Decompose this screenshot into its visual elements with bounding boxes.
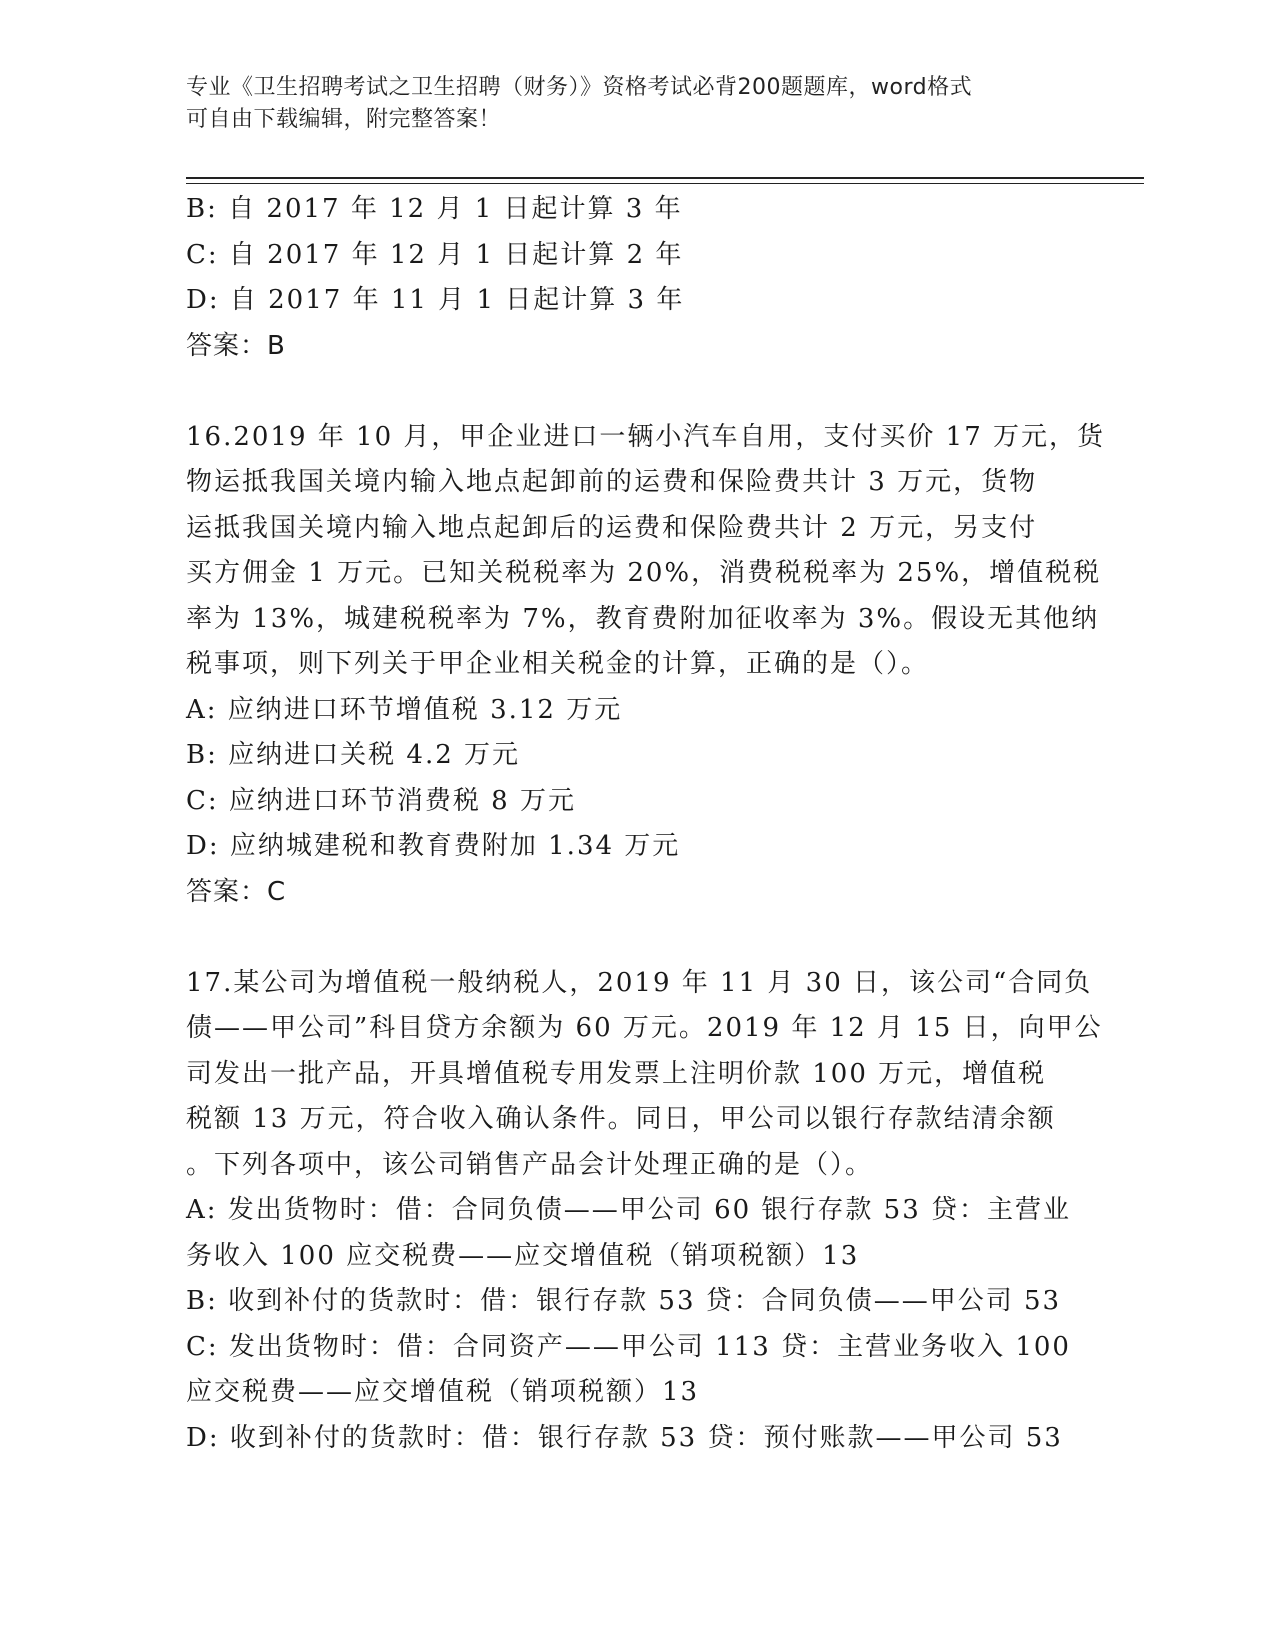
page-header <box>186 72 1066 136</box>
q17-option-a-line-1: A: 发出货物时：借：合同负债——甲公司 60 银行存款 53 贷：主营业 <box>186 1195 1072 1225</box>
q17-option-a-line-2: 务收入 100 应交税费——应交增值税（销项税额）13 <box>186 1240 860 1271</box>
q16-option-b: B: 应纳进口关税 4.2 万元 <box>186 740 521 770</box>
q16-option-c: C: 应纳进口环节消费税 8 万元 <box>186 785 576 816</box>
q16-answer: 答案：C <box>186 876 287 907</box>
q17-stem-line-1: 17.某公司为增值税一般纳税人，2019 年 11 月 30 日，该公司“合同负 <box>186 967 1093 998</box>
q16-stem-line-4: 买方佣金 1 万元。已知关税税率为 20%，消费税税率为 25%，增值税税 <box>186 558 1102 588</box>
q17-option-d: D: 收到补付的货款时：借：银行存款 53 贷：预付账款——甲公司 53 <box>186 1422 1063 1453</box>
question-content <box>186 187 1106 1461</box>
header-title-line-2: 可自由下载编辑，附完整答案！ <box>186 107 502 132</box>
header-rule-thick <box>186 177 1144 179</box>
q16-option-a: A: 应纳进口环节增值税 3.12 万元 <box>186 694 623 725</box>
q15-option-c: C: 自 2017 年 12 月 1 日起计算 2 年 <box>186 239 684 270</box>
header-rule-thin <box>186 183 1144 184</box>
q16-stem-line-1: 16.2019 年 10 月，甲企业进口一辆小汽车自用，支付买价 17 万元，货 <box>186 421 1106 452</box>
spacer <box>186 915 1066 961</box>
q17-option-c-line-1: C: 发出货物时：借：合同资产——甲公司 113 贷：主营业务收入 100 <box>186 1331 1071 1362</box>
q16-stem-line-6: 税事项，则下列关于甲企业相关税金的计算，正确的是（）。 <box>186 649 930 679</box>
q16-stem-line-5: 率为 13%，城建税税率为 7%，教育费附加征收率为 3%。假设无其他纳 <box>186 603 1100 634</box>
q17-stem-line-5: 。下列各项中，该公司销售产品会计处理正确的是（）。 <box>186 1149 874 1180</box>
q15-option-d: D: 自 2017 年 11 月 1 日起计算 3 年 <box>186 285 685 315</box>
q17-option-b: B: 收到补付的货款时：借：银行存款 53 贷：合同负债——甲公司 53 <box>186 1286 1062 1316</box>
q17-stem-line-4: 税额 13 万元，符合收入确认条件。同日，甲公司以银行存款结清余额 <box>186 1104 1056 1134</box>
q16-option-d: D: 应纳城建税和教育费附加 1.34 万元 <box>186 831 681 861</box>
q17-option-c-line-2: 应交税费——应交增值税（销项税额）13 <box>186 1377 700 1407</box>
q16-stem-line-3: 运抵我国关境内输入地点起卸后的运费和保险费共计 2 万元，另支付 <box>186 512 1038 543</box>
q15-answer: 答案：B <box>186 330 286 361</box>
header-title-line-1: 专业《卫生招聘考试之卫生招聘（财务）》资格考试必背200题题库，word格式 <box>186 75 973 100</box>
q17-stem-line-2: 债——甲公司”科目贷方余额为 60 万元。2019 年 12 月 15 日，向甲公 <box>186 1013 1103 1043</box>
spacer <box>186 369 1066 415</box>
q16-stem-line-2: 物运抵我国关境内输入地点起卸前的运费和保险费共计 3 万元，货物 <box>186 467 1038 497</box>
q17-stem-line-3: 司发出一批产品，开具增值税专用发票上注明价款 100 万元，增值税 <box>186 1058 1047 1089</box>
q15-option-b: B: 自 2017 年 12 月 1 日起计算 3 年 <box>186 194 683 224</box>
